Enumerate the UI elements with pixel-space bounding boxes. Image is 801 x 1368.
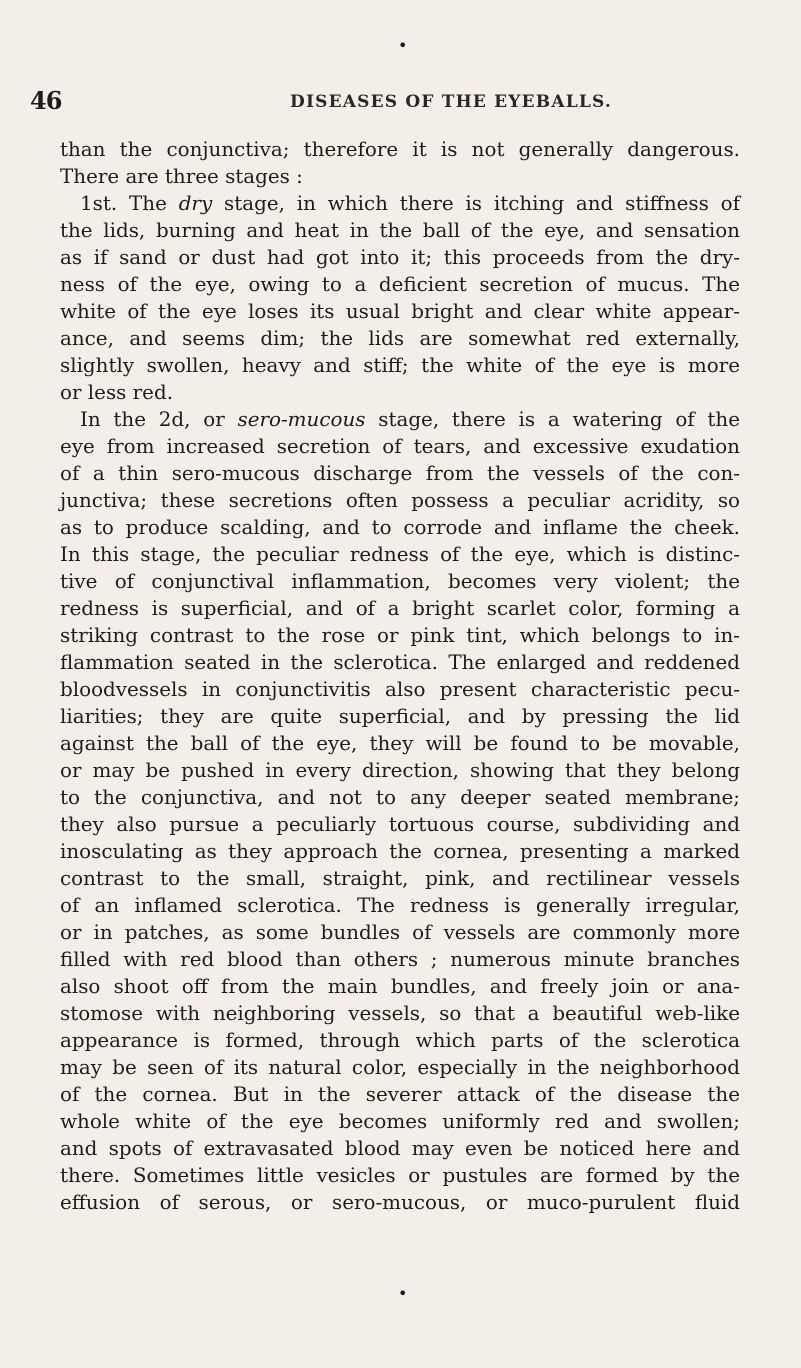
text-line xyxy=(60,190,740,217)
text-line xyxy=(60,1189,740,1216)
text-run: as to produce scalding, and to corrode and inflame the cheek. xyxy=(60,516,740,539)
text-run: tive of conjunctival inflammation, becomes very violent; the xyxy=(60,570,740,593)
text-run: slightly swollen, heavy and stiff; the white of the eye is more xyxy=(60,354,740,377)
text-run: In this stage, the peculiar redness of the eye, which is distinc- xyxy=(60,543,740,566)
text-run: or less red. xyxy=(60,381,174,404)
text-run: ness of the eye, owing to a deficient secretion of mucus. The xyxy=(60,273,740,296)
text-run: of an inflamed sclerotica. The redness is generally irregular, xyxy=(60,894,740,917)
text-line xyxy=(60,622,740,649)
text-run: than the conjunctiva; therefore it is not generally dangerous. xyxy=(60,138,740,161)
text-run: they also pursue a peculiarly tortuous course, subdividing and xyxy=(60,813,740,836)
text-run: liarities; they are quite superficial, and by pressing the lid xyxy=(60,705,740,728)
text-line xyxy=(60,703,740,730)
text-run: stage, in which there is itching and stiffness of xyxy=(212,192,740,215)
text-line xyxy=(60,892,740,919)
text-run: eye from increased secretion of tears, and excessive exudation xyxy=(60,435,740,458)
text-run: 1st. The xyxy=(80,192,179,215)
body-text xyxy=(60,136,740,1216)
text-line xyxy=(60,1054,740,1081)
text-line xyxy=(60,352,740,379)
text-line xyxy=(60,433,740,460)
text-line xyxy=(60,271,740,298)
text-line xyxy=(60,838,740,865)
text-run: of a thin sero-mucous discharge from the vessels of the con- xyxy=(60,462,740,485)
text-line xyxy=(60,757,740,784)
text-run: In the 2d, or xyxy=(80,408,238,431)
text-run: also shoot off from the main bundles, and freely join or ana- xyxy=(60,975,740,998)
text-run: stage, there is a watering of the xyxy=(365,408,740,431)
text-line xyxy=(60,244,740,271)
text-line xyxy=(60,460,740,487)
text-line xyxy=(60,1162,740,1189)
text-run: whole white of the eye becomes uniformly red and swollen; xyxy=(60,1110,740,1133)
text-run: may be seen of its natural color, especially in the neighborhood xyxy=(60,1056,740,1079)
text-run: as if sand or dust had got into it; this proceeds from the dry- xyxy=(60,246,740,269)
text-run: filled with red blood than others ; numerous minute branches xyxy=(60,948,740,971)
text-run: inosculating as they approach the cornea, presenting a marked xyxy=(60,840,740,863)
text-run: redness is superficial, and of a bright scarlet color, forming a xyxy=(60,597,740,620)
text-line xyxy=(60,487,740,514)
text-line xyxy=(60,811,740,838)
text-line xyxy=(60,1108,740,1135)
text-line xyxy=(60,649,740,676)
text-line xyxy=(60,568,740,595)
text-run: or may be pushed in every direction, showing that they belong xyxy=(60,759,740,782)
text-run: to the conjunctiva, and not to any deeper seated membrane; xyxy=(60,786,740,809)
text-line xyxy=(60,541,740,568)
text-line xyxy=(60,1081,740,1108)
text-line xyxy=(60,1027,740,1054)
text-line xyxy=(60,163,740,190)
text-run: contrast to the small, straight, pink, and rectilinear vessels xyxy=(60,867,740,890)
text-line xyxy=(60,379,740,406)
text-line xyxy=(60,973,740,1000)
text-run: or in patches, as some bundles of vessels are commonly more xyxy=(60,921,740,944)
text-line xyxy=(60,730,740,757)
text-line xyxy=(60,784,740,811)
text-line xyxy=(60,919,740,946)
text-run: ance, and seems dim; the lids are somewhat red externally, xyxy=(60,327,740,350)
page-number: 46 xyxy=(30,86,62,115)
ink-dot-icon: • xyxy=(398,1284,408,1303)
text-run: striking contrast to the rose or pink tint, which belongs to in- xyxy=(60,624,740,647)
text-run: flammation seated in the sclerotica. The enlarged and reddened xyxy=(60,651,740,674)
running-head: DISEASES OF THE EYEBALLS. xyxy=(290,92,613,112)
text-run: the lids, burning and heat in the ball of the eye, and sensation xyxy=(60,219,740,242)
text-line xyxy=(60,676,740,703)
text-line xyxy=(60,406,740,433)
text-line xyxy=(60,1135,740,1162)
text-line xyxy=(60,217,740,244)
text-run: There are three stages : xyxy=(60,165,303,188)
text-line xyxy=(60,946,740,973)
text-run: appearance is formed, through which parts of the sclerotica xyxy=(60,1029,740,1052)
text-run: and spots of extravasated blood may even be noticed here and xyxy=(60,1137,740,1160)
italic-term: sero-mucous xyxy=(237,408,366,431)
text-line xyxy=(60,1000,740,1027)
text-run: junctiva; these secretions often possess a peculiar acridity, so xyxy=(60,489,740,512)
text-run: there. Sometimes little vesicles or pustules are formed by the xyxy=(60,1164,740,1187)
ink-dot-icon: • xyxy=(398,36,408,55)
text-run: of the cornea. But in the severer attack of the disease the xyxy=(60,1083,740,1106)
italic-term: dry xyxy=(178,192,213,215)
text-line xyxy=(60,514,740,541)
text-line xyxy=(60,298,740,325)
text-run: stomose with neighboring vessels, so that a beautiful web-like xyxy=(60,1002,740,1025)
text-run: effusion of serous, or sero-mucous, or muco-purulent fluid xyxy=(60,1191,740,1214)
text-line xyxy=(60,865,740,892)
text-line xyxy=(60,325,740,352)
text-run: against the ball of the eye, they will be found to be movable, xyxy=(60,732,740,755)
text-line xyxy=(60,595,740,622)
text-run: white of the eye loses its usual bright and clear white appear- xyxy=(60,300,740,323)
text-line xyxy=(60,136,740,163)
text-run: bloodvessels in conjunctivitis also present characteristic pecu- xyxy=(60,678,740,701)
